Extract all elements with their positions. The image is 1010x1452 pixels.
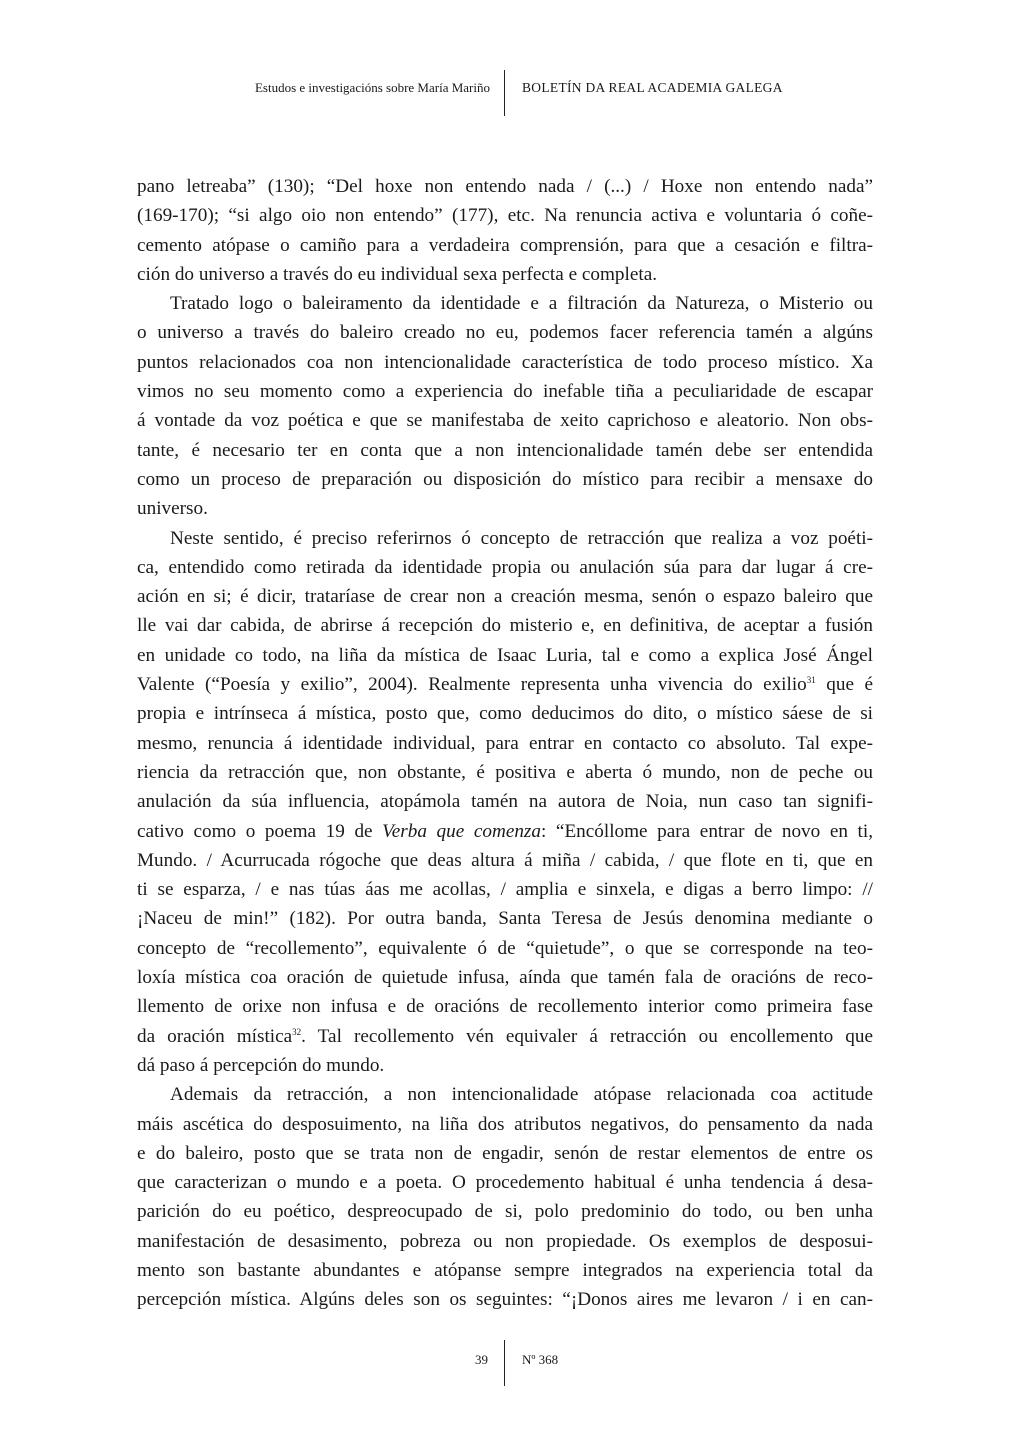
text-segment: : “Encóllome para entrar de novo en ti, <box>541 820 874 842</box>
text-line: o universo a través do baleiro creado no eu, podemos facer referencia tamén a algúns <box>137 322 873 344</box>
paragraph <box>137 172 873 289</box>
issue-number: Nº 368 <box>522 1352 559 1367</box>
text-line: Neste sentido, é preciso referirnos ó concepto de retracción que realiza a voz poéti- <box>170 527 873 549</box>
paragraph <box>137 524 873 1081</box>
text-line: ación en si; é dicir, trataríase de crear non a creación mesma, senón o espazo baleiro que <box>137 586 873 608</box>
paragraph <box>137 289 873 523</box>
text-line: Mundo. / Acurrucada rógoche que deas altura á miña / cabida, / que flote en ti, que en <box>137 849 873 871</box>
text-segment: da oración mística <box>137 1025 293 1047</box>
text-line: llemento de orixe non infusa e de oracións de recollemento interior como primeira fase <box>137 996 873 1018</box>
text-line: dá paso á percepción do mundo. <box>137 1054 385 1076</box>
text-line: cemento atópase o camiño para a verdadeira comprensión, para que a cesación e filtra- <box>137 234 873 256</box>
text-line: ti se esparza, / e nas túas áas me acollas, / amplia e sinxela, e digas a berro limpo: // <box>137 879 873 901</box>
text-line: tante, é necesario ter en conta que a non intencionalidade tamén debe ser entendida <box>137 439 873 461</box>
text-line: puntos relacionados coa non intencionalidade característica de todo proceso místico. Xa <box>137 351 873 373</box>
body-text <box>137 172 873 1315</box>
text-line: anulación da súa influencia, atopámola tamén na autora de Noia, nun caso tan signifi- <box>137 791 873 813</box>
text-segment: Valente (“Poesía y exilio”, 2004). Realmente representa unha vivencia do exilio <box>137 674 807 696</box>
text-line: Ademais da retracción, a non intencionalidade atópase relacionada coa actitude <box>170 1084 873 1106</box>
running-header-section-title: Estudos e investigacións sobre María Mariño <box>254 80 490 95</box>
text-line: ¡Naceu de min!” (182). Por outra banda, Santa Teresa de Jesús denomina mediante o <box>137 908 873 930</box>
text-line: ca, entendido como retirada da identidade propia ou anulación súa para dar lugar á cre- <box>137 556 873 578</box>
text-line: loxía mística coa oración de quietude infusa, aínda que tamén fala de oracións de reco- <box>137 967 873 989</box>
text-line: mento son bastante abundantes e atópanse sempre integrados na experiencia total da <box>137 1259 873 1281</box>
footnote-ref: 32 <box>292 1026 302 1037</box>
text-line: pano letreaba” (130); “Del hoxe non entendo nada / (...) / Hoxe non entendo nada” <box>137 176 873 197</box>
text-line: que caracterizan o mundo e a poeta. O procedemento habitual é unha tendencia á desa- <box>137 1172 873 1194</box>
page-number: 39 <box>475 1352 488 1367</box>
text-segment: cativo como o poema 19 de <box>137 820 383 842</box>
text-line: propia e intrínseca á mística, posto que, como deducimos do dito, o místico sáese de si <box>137 703 873 725</box>
text-line: ción do universo a través do eu individual sexa perfecta e completa. <box>137 263 658 285</box>
text-line: Tratado logo o baleiramento da identidade e a filtración da Natureza, o Misterio ou <box>170 293 873 315</box>
text-segment: que é <box>815 674 873 696</box>
text-line: concepto de “recollemento”, equivalente ó de “quietude”, o que se corresponde na teo- <box>137 937 873 959</box>
footer-divider <box>504 1340 505 1386</box>
header-divider <box>504 70 505 116</box>
text-line: (169-170); “si algo oio non entendo” (177), etc. Na renuncia activa e voluntaria ó coñe- <box>137 205 873 227</box>
text-line: parición do eu poético, despreocupado de si, polo predominio do todo, ou ben unha <box>137 1201 873 1223</box>
text-line: lle vai dar cabida, de abrirse á recepción do misterio e, en definitiva, de aceptar a fusión <box>137 615 873 637</box>
text-line: e do baleiro, posto que se trata non de engadir, senón de restar elementos de entre os <box>137 1142 873 1164</box>
text-line: máis ascética do desposuimento, na liña dos atributos negativos, do pensamento da nada <box>137 1113 873 1135</box>
paragraph <box>137 1080 873 1314</box>
text-line: mesmo, renuncia á identidade individual, para entrar en contacto co absoluto. Tal expe- <box>137 732 873 754</box>
text-segment: . Tal recollemento vén equivaler á retracción ou encollemento que <box>301 1025 873 1047</box>
text-line <box>137 670 873 699</box>
text-line: manifestación de desasimento, pobreza ou non propiedade. Os exemplos de desposui- <box>137 1230 873 1252</box>
text-line: vimos no seu momento como a experiencia do inefable tiña a peculiaridade de escapar <box>137 381 873 403</box>
text-line: riencia da retracción que, non obstante, é positiva e aberta ó mundo, non de peche ou <box>137 761 873 783</box>
text-line: como un proceso de preparación ou disposición do místico para recibir a mensaxe do <box>137 468 873 490</box>
footnote-ref: 31 <box>806 675 816 686</box>
text-line: percepción mística. Algúns deles son os seguintes: “¡Donos aires me levaron / i en can- <box>137 1289 873 1311</box>
italic-title: Verba que comenza <box>382 820 541 842</box>
text-line: universo. <box>137 498 208 520</box>
text-line <box>137 1022 873 1051</box>
running-header-journal-title: BOLETÍN DA REAL ACADEMIA GALEGA <box>522 80 783 95</box>
text-line <box>137 817 873 846</box>
text-line: á vontade da voz poética e que se manifestaba de xeito caprichoso e aleatorio. Non obs- <box>137 410 873 432</box>
text-line: en unidade co todo, na liña da mística de Isaac Luria, tal e como a explica José Ángel <box>137 644 873 666</box>
